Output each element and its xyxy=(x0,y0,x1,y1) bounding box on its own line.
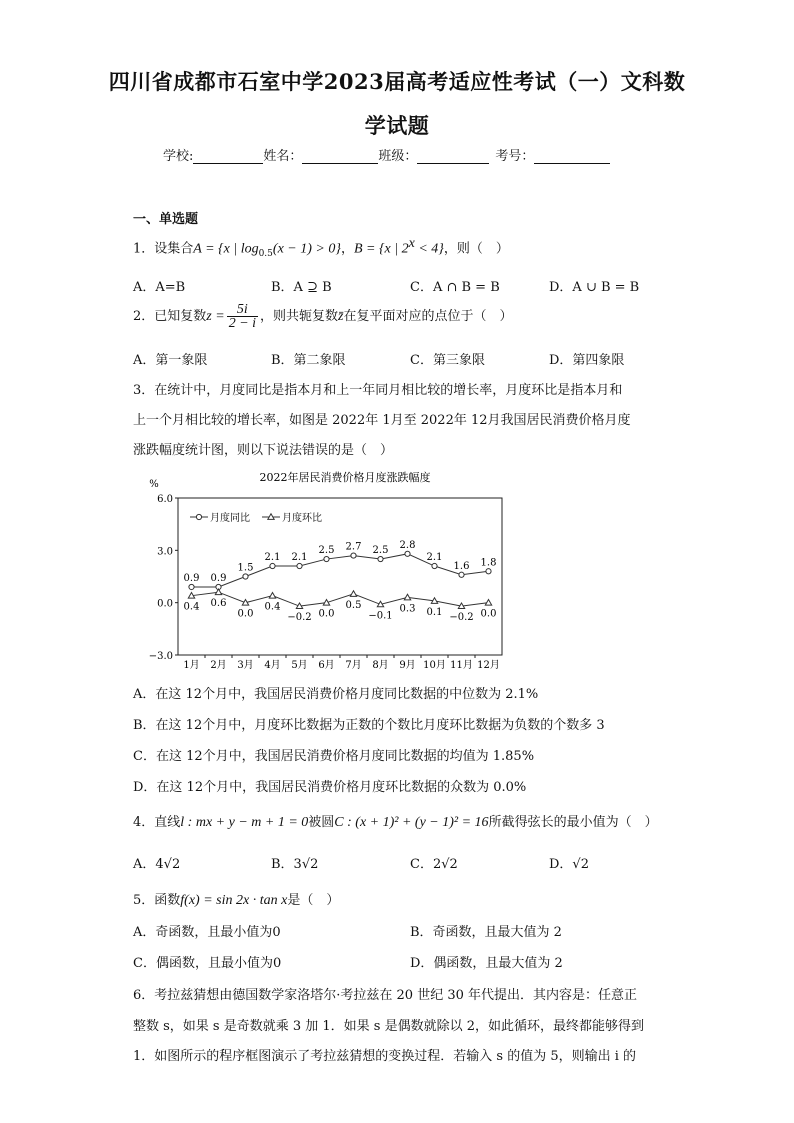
q5-option-d[interactable]: D．偶函数，且最大值为 2 xyxy=(410,956,563,971)
q5-tail: 是（ ） xyxy=(287,893,340,908)
mom-data-label: 0.4 xyxy=(183,601,200,613)
question-6-line2: 整数 s，如果 s 是奇数就乘 3 加 1．如果 s 是偶数就除以 2，如此循环，最终都能够得到 xyxy=(133,1019,645,1034)
class-label: 班级： xyxy=(378,149,418,164)
school-label: 学校: xyxy=(163,149,194,164)
yoy-point xyxy=(270,563,275,568)
q3-option-b[interactable]: B．在这 12个月中，月度环比数据为正数的个数比月度环比数据为负数的个数多 3 xyxy=(133,718,605,733)
class-field[interactable] xyxy=(417,150,489,164)
y-tick-label: −3.0 xyxy=(148,651,173,662)
q1-set-b: B = {x | 2 xyxy=(353,241,409,257)
x-tick-label: 7月 xyxy=(345,660,362,670)
mom-data-label: −0.2 xyxy=(287,612,312,624)
yoy-data-label: 1.8 xyxy=(480,557,497,569)
yoy-point xyxy=(486,569,491,574)
x-tick-label: 8月 xyxy=(372,660,389,670)
q4-option-c[interactable]: C．2√2 xyxy=(410,857,458,872)
mom-data-label: 0.6 xyxy=(210,598,227,610)
q2-option-b[interactable]: B．第二象限 xyxy=(271,353,346,368)
x-tick-label: 11月 xyxy=(450,660,473,670)
cpi-line-chart xyxy=(140,465,520,670)
q4-option-d[interactable]: D．√2 xyxy=(549,857,589,872)
yoy-point xyxy=(297,563,302,568)
q1-set-a: A = {x | log xyxy=(193,241,259,257)
q5-function: f(x) = sin 2x · tan x xyxy=(180,893,288,908)
q1-log-base: 0.5 xyxy=(258,248,273,259)
question-3-line2: 上一个月相比较的增长率，如图是 2022年 1月至 2022年 12月我国居民消费价格月度 xyxy=(133,413,631,428)
mom-point xyxy=(269,592,275,598)
mom-data-label: 0.5 xyxy=(345,599,362,611)
x-tick-label: 6月 xyxy=(318,660,335,670)
legend-yoy-marker xyxy=(196,514,201,519)
yoy-data-label: 2.1 xyxy=(264,552,281,564)
yoy-data-label: 2.7 xyxy=(345,541,362,553)
yoy-point xyxy=(351,553,356,558)
mom-data-label: 0.0 xyxy=(480,608,497,620)
q4-tail: 所截得弦长的最小值为（ ） xyxy=(488,815,658,830)
q1-option-c[interactable]: C．A ∩ B = B xyxy=(410,280,500,295)
mom-point xyxy=(215,589,221,595)
y-tick-label: 3.0 xyxy=(157,546,173,558)
yoy-point xyxy=(243,574,248,579)
x-tick-label: 2月 xyxy=(210,660,227,670)
name-field[interactable] xyxy=(302,150,378,164)
q1-tail: ，则（ ） xyxy=(443,241,509,257)
mom-data-label: 0.4 xyxy=(264,601,281,613)
q4-line-equation: l : mx + y − m + 1 = 0 xyxy=(180,815,309,830)
q2-denominator: 2 − i xyxy=(228,316,257,331)
q5-option-b[interactable]: B．奇函数，且最大值为 2 xyxy=(410,925,562,940)
question-6-line3: 1．如图所示的程序框图演示了考拉兹猜想的变换过程．若输入 s 的值为 5，则输出 i 的 xyxy=(133,1049,637,1064)
yoy-data-label: 2.5 xyxy=(318,545,335,557)
q5-option-c[interactable]: C．偶函数，且最小值为0 xyxy=(133,956,282,971)
y-tick-label: 6.0 xyxy=(157,494,173,505)
q1-prefix: 1．设集合 xyxy=(133,241,194,257)
exam-title-line1: 四川省成都市石室中学2023届高考适应性考试（一）文科数 xyxy=(108,69,686,94)
y-tick-label: 0.0 xyxy=(157,598,173,610)
yoy-point xyxy=(324,556,329,561)
mom-point xyxy=(404,594,410,600)
legend-yoy-label: 月度同比 xyxy=(210,513,250,524)
q2-tail: 在复平面对应的点位于（ ） xyxy=(343,309,513,324)
question-2-stem xyxy=(133,303,513,330)
q1-option-a[interactable]: A．A=B xyxy=(133,280,186,295)
q1-option-b[interactable]: B．A ⊇ B xyxy=(271,280,332,295)
series-line-mom xyxy=(192,592,489,606)
x-tick-label: 10月 xyxy=(423,660,446,670)
q1-set-a-rest: (x − 1) > 0} xyxy=(272,241,341,257)
yoy-data-label: 2.8 xyxy=(399,539,416,551)
mom-data-label: 0.0 xyxy=(237,608,254,620)
q1-option-d[interactable]: D．A ∪ B = B xyxy=(549,280,640,295)
yoy-data-label: 1.6 xyxy=(453,560,470,572)
q3-option-a[interactable]: A．在这 12个月中，我国居民消费价格月度同比数据的中位数为 2.1% xyxy=(133,687,539,702)
q1-comma: ， xyxy=(340,241,354,257)
mom-data-label: 0.3 xyxy=(399,603,416,615)
chart-y-unit: % xyxy=(149,479,159,490)
question-4-stem xyxy=(133,811,658,831)
chart-series-group xyxy=(184,540,497,623)
q3-option-d[interactable]: D．在这 12个月中，我国居民消费价格月度环比数据的众数为 0.0% xyxy=(133,780,527,795)
q2-prefix: 2．已知复数 xyxy=(133,309,207,324)
section-heading: 一、单选题 xyxy=(133,212,199,227)
x-tick-label: 9月 xyxy=(399,660,416,670)
yoy-data-label: 0.9 xyxy=(210,572,227,584)
chart-legend xyxy=(190,511,322,524)
yoy-point xyxy=(189,584,194,589)
id-field[interactable] xyxy=(534,150,610,164)
question-5-stem xyxy=(133,889,339,909)
q3-option-c[interactable]: C．在这 12个月中，我国居民消费价格月度同比数据的均值为 1.85% xyxy=(133,749,535,764)
yoy-data-label: 2.1 xyxy=(426,552,443,564)
mom-data-label: −0.1 xyxy=(368,610,393,622)
yoy-data-label: 1.5 xyxy=(237,562,254,574)
mom-data-label: 0.0 xyxy=(318,608,335,620)
q2-fraction xyxy=(227,303,258,330)
yoy-point xyxy=(432,563,437,568)
mom-data-label: −0.2 xyxy=(449,612,474,624)
chart-axes xyxy=(149,494,502,670)
school-field[interactable] xyxy=(193,150,263,164)
question-3-line1: 3．在统计中，月度同比是指本月和上一年同月相比较的增长率，月度环比是指本月和 xyxy=(133,383,623,398)
q5-prefix: 5．函数 xyxy=(133,893,181,908)
mom-point xyxy=(350,591,356,597)
student-info-row xyxy=(163,145,610,164)
legend-mom-label: 月度环比 xyxy=(282,513,322,524)
yoy-data-label: 2.5 xyxy=(372,545,389,557)
q2-numerator: 5i xyxy=(227,303,258,317)
q2-conjugate: z̄ xyxy=(338,309,344,324)
q2-z-equals: z = xyxy=(206,309,225,324)
series-line-yoy xyxy=(192,554,489,587)
question-3-line3: 涨跌幅度统计图，则以下说法错误的是（ ） xyxy=(133,443,394,458)
q4-option-b[interactable]: B．3√2 xyxy=(271,857,319,872)
q1-exponent: x xyxy=(408,236,415,251)
x-tick-label: 12月 xyxy=(477,660,500,670)
question-1-stem xyxy=(133,236,509,259)
x-tick-label: 5月 xyxy=(291,660,308,670)
q4-option-a[interactable]: A．4√2 xyxy=(133,857,181,872)
q5-option-a[interactable]: A．奇函数，且最小值为0 xyxy=(133,925,281,940)
yoy-point xyxy=(405,551,410,556)
yoy-point xyxy=(378,556,383,561)
yoy-data-label: 2.1 xyxy=(291,552,308,564)
x-tick-label: 4月 xyxy=(264,660,281,670)
question-6-line1: 6．考拉兹猜想由德国数学家洛塔尔·考拉兹在 20 世纪 30 年代提出．其内容是：任意正 xyxy=(133,988,638,1003)
q4-circle-equation: C : (x + 1)² + (y − 1)² = 16 xyxy=(334,815,489,830)
q4-middle: 被圆 xyxy=(308,815,335,830)
id-label: 考号： xyxy=(495,149,535,164)
mom-data-label: 0.1 xyxy=(426,606,443,618)
mom-point xyxy=(485,599,491,605)
q1-set-b-rest: < 4} xyxy=(414,241,444,257)
q2-option-c[interactable]: C．第三象限 xyxy=(410,353,485,368)
yoy-point xyxy=(459,572,464,577)
name-label: 姓名： xyxy=(263,149,303,164)
q4-prefix: 4．直线 xyxy=(133,815,181,830)
yoy-data-label: 0.9 xyxy=(183,572,200,584)
q2-middle: ，则共轭复数 xyxy=(260,309,339,324)
q2-option-a[interactable]: A．第一象限 xyxy=(133,353,208,368)
exam-title-line2: 学试题 xyxy=(364,113,430,138)
x-tick-label: 3月 xyxy=(237,660,254,670)
chart-title: 2022年居民消费价格月度涨跌幅度 xyxy=(259,471,431,484)
x-tick-label: 1月 xyxy=(183,660,200,670)
q2-option-d[interactable]: D．第四象限 xyxy=(549,353,625,368)
